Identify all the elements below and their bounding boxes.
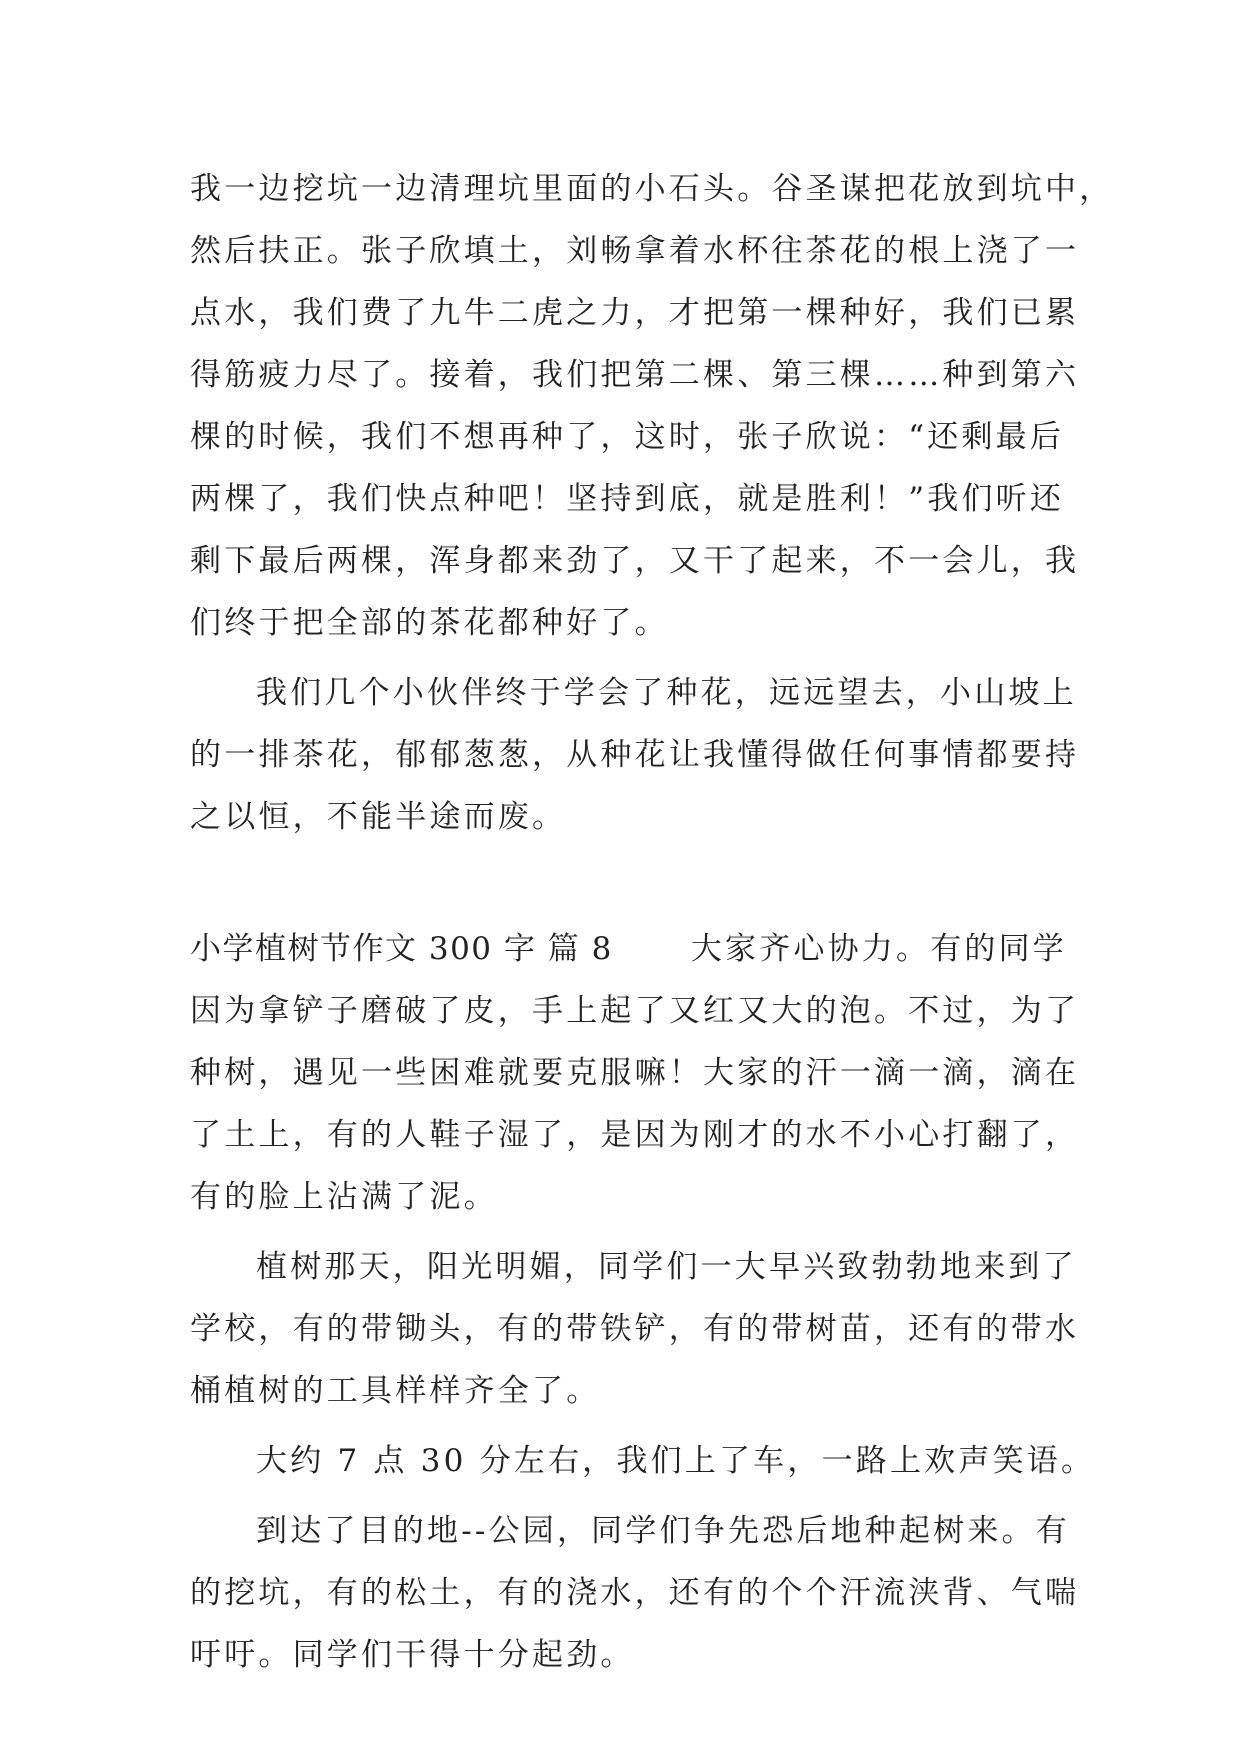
section-essay-8 — [190, 918, 1090, 1228]
text-line: 了土上，有的人鞋子湿了，是因为刚才的水不小心打翻了， — [190, 1117, 1080, 1153]
text-line: 之以恒，不能半途而废。 — [190, 799, 567, 835]
paragraph-planting-process — [190, 158, 1114, 654]
text-line: 学校，有的带锄头，有的带铁铲，有的带树苗，还有的带水 — [190, 1311, 1080, 1347]
section-heading-line — [190, 918, 1090, 980]
text-line: 因为拿铲子磨破了皮，手上起了又红又大的泡。不过，为了 — [190, 993, 1080, 1029]
text-line: 大约 7 点 30 分左右，我们上了车，一路上欢声笑语。 — [256, 1443, 1096, 1479]
text-line: 到达了目的地--公园，同学们争先恐后地种起树来。有 — [256, 1513, 1070, 1549]
text-line: 剩下最后两棵，浑身都来劲了，又干了起来，不一会儿，我 — [190, 543, 1080, 579]
text-segment: 大家齐心协力。有的同学 — [690, 931, 1068, 967]
text-line: 然后扶正。张子欣填土，刘畅拿着水杯往茶花的根上浇了一 — [190, 233, 1080, 269]
text-line: 有的脸上沾满了泥。 — [190, 1179, 498, 1215]
text-line: 种树，遇见一些困难就要克服嘛！大家的汗一滴一滴，滴在 — [190, 1055, 1080, 1091]
text-line: 吁吁。同学们干得十分起劲。 — [190, 1637, 635, 1673]
text-line: 植树那天，阳光明媚，同学们一大早兴致勃勃地来到了 — [256, 1249, 1077, 1285]
text-line: 桶植树的工具样样齐全了。 — [190, 1373, 601, 1409]
text-line: 我一边挖坑一边清理坑里面的小石头。谷圣谋把花放到坑中， — [190, 171, 1114, 207]
paragraph-conclusion — [190, 662, 1090, 848]
paragraph-arrival — [190, 1500, 1090, 1686]
paragraph-departure — [190, 1430, 1096, 1492]
text-line: 得筋疲力尽了。接着，我们把第二棵、第三棵……种到第六 — [190, 357, 1080, 393]
paragraph-planting-day — [190, 1236, 1090, 1422]
text-line: 我们几个小伙伴终于学会了种花，远远望去，小山坡上 — [256, 675, 1077, 711]
text-line: 们终于把全部的茶花都种好了。 — [190, 605, 669, 641]
text-line: 两棵了，我们快点种吧！坚持到底，就是胜利！”我们听还 — [190, 481, 1065, 517]
text-line: 棵的时候，我们不想再种了，这时，张子欣说：“还剩最后 — [190, 419, 1065, 455]
document-page — [190, 158, 1114, 1686]
text-line: 的一排茶花，郁郁葱葱，从种花让我懂得做任何事情都要持 — [190, 737, 1080, 773]
text-line: 的挖坑，有的松土，有的浇水，还有的个个汗流浃背、气喘 — [190, 1575, 1080, 1611]
text-line: 点水，我们费了九牛二虎之力，才把第一棵种好，我们已累 — [190, 295, 1080, 331]
section-title: 小学植树节作文 300 字 篇 8 — [190, 931, 613, 967]
